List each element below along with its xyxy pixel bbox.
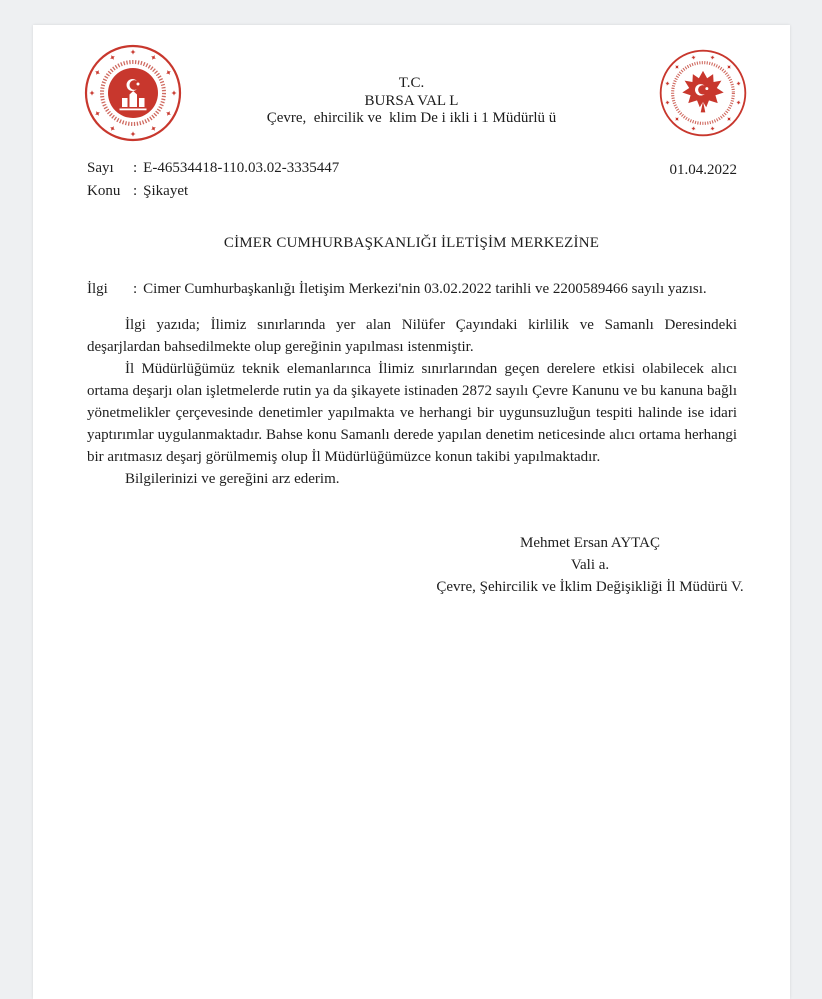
konu-label: Konu	[87, 183, 121, 199]
document-date: 01.04.2022	[669, 162, 737, 178]
sayi-colon: :	[133, 160, 138, 176]
konu-value: Şikayet	[143, 183, 189, 199]
addressee-heading: CİMER CUMHURBAŞKANLIĞI İLETİŞİM MERKEZİNE	[223, 235, 600, 251]
reference-colon: :	[133, 281, 138, 297]
signature-block	[423, 532, 757, 598]
reference-label: İlgi	[87, 281, 108, 297]
paragraph-2: İl Müdürlüğümüz teknik elemanlarınca İlimiz sınırlarından geçen derelere etkisi olabilecek alıcı ortama deşarjı olan işletmelerde rutin ya da şikayete istinaden 2872 sayılı Çevre Kanunu ve bu kanuna bağlı yönetmelikler çerçevesinde denetimler yapılmakta ve herhangi bir uygunsuzluğun tespiti halinde ise idari yaptırımlar uygulanmaktadır. Bahse konu Samanlı derede yapılan denetim neticesinde alıcı ortama herhangi bir arıtmasız deşarj görülmemiş olup İl Müdürlüğümüzce konun takibi yapılmaktadır.	[87, 361, 737, 465]
signer-title-1: Vali a.	[570, 557, 610, 573]
signer-title-2: Çevre, Şehircilik ve İklim Değişikliği İl Müdürü V.	[436, 579, 744, 595]
sayi-value: E-46534418-110.03.02-3335447	[143, 160, 340, 176]
closing-line: Bilgilerinizi ve gereğini arz ederim.	[125, 471, 340, 487]
letter-body	[87, 314, 737, 490]
letterhead-org: BURSA VAL L	[364, 92, 459, 109]
reference-line	[87, 281, 737, 298]
paragraph-1: İlgi yazıda; İlimiz sınırlarında yer alan Nilüfer Çayındaki kirlilik ve Samanlı Deresindeki deşarjlardan bahsedilmekte olup gereğinin yapılması istenmiştir.	[87, 317, 737, 355]
reference-text: Cimer Cumhurbaşkanlığı İletişim Merkezi'nin 03.02.2022 tarihli ve 2200589466 sayılı yazısı.	[143, 281, 707, 297]
signer-name: Mehmet Ersan AYTAÇ	[520, 535, 660, 551]
letterhead	[33, 75, 790, 128]
letter-page	[33, 25, 790, 999]
letterhead-dept: Çevre, ehircilik ve klim De i ikli i 1 Müdürlü ü	[266, 110, 557, 126]
sayi-row	[87, 160, 339, 183]
konu-row	[87, 183, 339, 206]
letterhead-tc: T.C.	[398, 75, 425, 91]
konu-colon: :	[133, 183, 138, 199]
sayi-label: Sayı	[87, 160, 114, 176]
meta-block	[87, 160, 339, 206]
